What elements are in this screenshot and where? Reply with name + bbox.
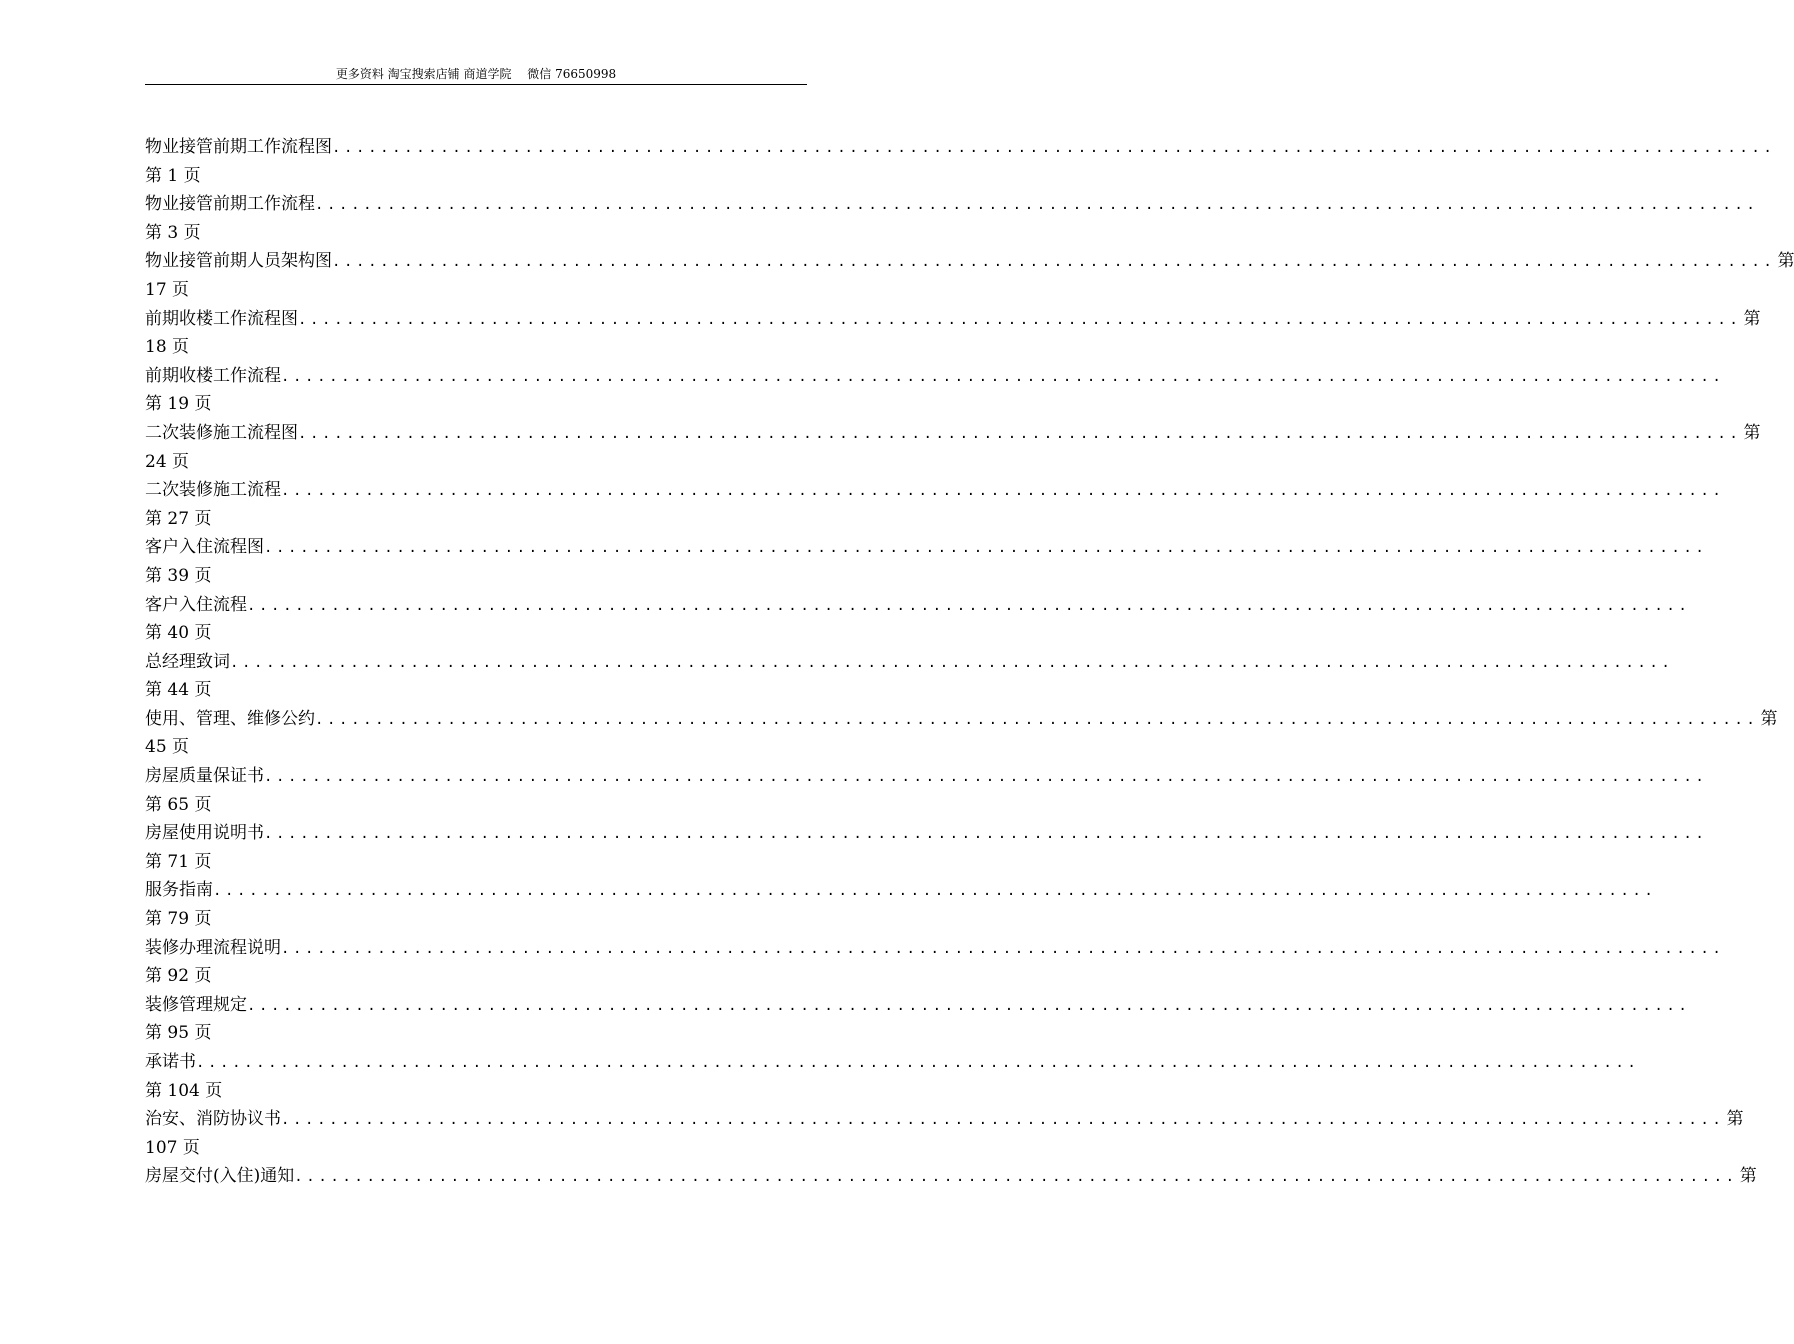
- toc-entry[interactable]: [145, 648, 1674, 705]
- toc-entry[interactable]: [145, 876, 1657, 933]
- toc-entry-title: 总经理致词: [145, 651, 230, 672]
- toc-entry-title-line: [145, 190, 1759, 219]
- toc-entry-title: 二次装修施工流程: [145, 480, 281, 501]
- toc-entry-page: 第 95 页: [145, 1023, 212, 1044]
- toc-entry-title: 前期收楼工作流程图: [145, 308, 298, 329]
- toc-entry-page-prefix: 第: [1726, 1109, 1744, 1130]
- toc-entry-title-line: [145, 1048, 1640, 1077]
- toc-entry-title-line: [145, 1105, 1744, 1134]
- toc-entry-page: 第 27 页: [145, 508, 212, 529]
- dot-leader: ........................................................................................................................: [294, 1169, 1738, 1186]
- toc-entry-title-line: [145, 705, 1778, 734]
- toc-entry-page: 107 页: [145, 1137, 200, 1158]
- dot-leader: ........................................................................................................................: [298, 311, 1742, 328]
- dot-leader: ........................................................................................................................: [332, 254, 1776, 271]
- dot-leader: ........................................................................................................................: [196, 1055, 1640, 1071]
- toc-entry-page: 第 19 页: [145, 394, 212, 415]
- toc-entry-page-prefix: 第: [1739, 1166, 1757, 1187]
- toc-entry-title: 物业接管前期人员架构图: [145, 251, 332, 272]
- toc-entry-page: 第 40 页: [145, 623, 212, 644]
- dot-leader: ........................................................................................................................: [315, 711, 1759, 728]
- toc-entry-page: 第 79 页: [145, 909, 212, 930]
- toc-entry-page: 第 104 页: [145, 1080, 223, 1101]
- toc-entry-title-line: [145, 362, 1725, 391]
- toc-entry-page: 17 页: [145, 279, 190, 300]
- toc-entry[interactable]: [145, 133, 1776, 190]
- toc-entry-title: 装修办理流程说明: [145, 937, 281, 958]
- toc-entry[interactable]: [145, 190, 1759, 247]
- toc-entry-title-line: [145, 819, 1708, 848]
- dot-leader: ........................................................................................................................: [281, 1112, 1725, 1129]
- toc-entry-title: 房屋质量保证书: [145, 766, 264, 787]
- toc-entry-page: 第 71 页: [145, 851, 212, 872]
- toc-entry-title-line: [145, 991, 1691, 1020]
- page-header: 更多资料 淘宝搜索店铺 商道学院 微信 76650998: [145, 66, 807, 85]
- toc-entry-title: 前期收楼工作流程: [145, 365, 281, 386]
- toc-entry-page: 第 1 页: [145, 165, 201, 186]
- toc-entry-title: 物业接管前期工作流程图: [145, 137, 332, 157]
- table-of-contents: [145, 133, 1794, 1191]
- toc-entry-page: 18 页: [145, 337, 190, 358]
- toc-entry-page-prefix: 第: [1743, 308, 1761, 329]
- dot-leader: ........................................................................................................................: [264, 826, 1708, 843]
- toc-entry[interactable]: [145, 705, 1778, 762]
- dot-leader: ........................................................................................................................: [213, 883, 1657, 900]
- toc-entry-title: 房屋使用说明书: [145, 823, 264, 844]
- toc-entry-page: 第 92 页: [145, 966, 212, 987]
- dot-leader: ........................................................................................................................: [264, 540, 1708, 557]
- toc-entry-title: 承诺书: [145, 1052, 196, 1072]
- dot-leader: ........................................................................................................................: [315, 197, 1759, 214]
- toc-entry[interactable]: [145, 1105, 1744, 1162]
- dot-leader: ........................................................................................................................: [281, 940, 1725, 957]
- toc-entry[interactable]: [145, 362, 1725, 419]
- toc-entry-title-line: [145, 476, 1725, 505]
- dot-leader: ........................................................................................................................: [281, 483, 1725, 500]
- toc-entry-title-line: [145, 591, 1691, 620]
- dot-leader: ........................................................................................................................: [298, 425, 1742, 442]
- toc-entry-title-line: [145, 305, 1761, 334]
- toc-entry-page: 第 3 页: [145, 222, 201, 243]
- toc-entry-title-line: [145, 934, 1725, 963]
- toc-entry-title-line: [145, 762, 1708, 791]
- toc-entry[interactable]: [145, 476, 1725, 533]
- toc-entry-title: 客户入住流程图: [145, 537, 264, 558]
- toc-entry[interactable]: [145, 1048, 1640, 1105]
- toc-entry-title-line: [145, 876, 1657, 905]
- dot-leader: ........................................................................................................................: [247, 997, 1691, 1014]
- dot-leader: ........................................................................................................................: [332, 140, 1776, 156]
- toc-entry-title: 装修管理规定: [145, 994, 247, 1015]
- toc-entry[interactable]: [145, 934, 1725, 991]
- toc-entry-title: 使用、管理、维修公约: [145, 708, 315, 729]
- toc-entry-title: 房屋交付(入住)通知: [145, 1166, 295, 1187]
- toc-entry-page-prefix: 第: [1760, 708, 1778, 729]
- toc-entry-page: 45 页: [145, 737, 190, 758]
- toc-entry-page: 第 39 页: [145, 565, 212, 586]
- toc-entry-title-line: [145, 419, 1761, 448]
- toc-entry-page: 第 65 页: [145, 794, 212, 815]
- dot-leader: ........................................................................................................................: [264, 769, 1708, 786]
- toc-entry[interactable]: [145, 419, 1761, 476]
- toc-entry-title-line: [145, 133, 1776, 162]
- toc-entry-page: 第 44 页: [145, 680, 212, 701]
- toc-entry-page-prefix: 第: [1743, 422, 1761, 443]
- toc-entry-title: 二次装修施工流程图: [145, 422, 298, 443]
- dot-leader: ........................................................................................................................: [230, 654, 1674, 671]
- dot-leader: ........................................................................................................................: [281, 368, 1725, 385]
- toc-entry[interactable]: [145, 247, 1794, 304]
- dot-leader: ........................................................................................................................: [247, 597, 1691, 614]
- toc-entry-title-line: [145, 533, 1708, 562]
- toc-entry-title: 物业接管前期工作流程: [145, 194, 315, 215]
- toc-entry[interactable]: [145, 819, 1708, 876]
- toc-entry-title: 客户入住流程: [145, 594, 247, 615]
- toc-entry[interactable]: [145, 533, 1708, 590]
- toc-entry[interactable]: [145, 991, 1691, 1048]
- toc-entry-title-line: [145, 247, 1794, 276]
- toc-entry-title: 服务指南: [145, 880, 213, 901]
- toc-entry[interactable]: [145, 591, 1691, 648]
- toc-entry-title-line: [145, 648, 1674, 677]
- toc-entry-title-line: [145, 1162, 1757, 1191]
- toc-entry-page-prefix: 第: [1777, 251, 1794, 272]
- toc-entry[interactable]: [145, 1162, 1757, 1191]
- toc-entry[interactable]: [145, 305, 1761, 362]
- toc-entry-title: 治安、消防协议书: [145, 1109, 281, 1130]
- toc-entry[interactable]: [145, 762, 1708, 819]
- toc-entry-page: 24 页: [145, 451, 190, 472]
